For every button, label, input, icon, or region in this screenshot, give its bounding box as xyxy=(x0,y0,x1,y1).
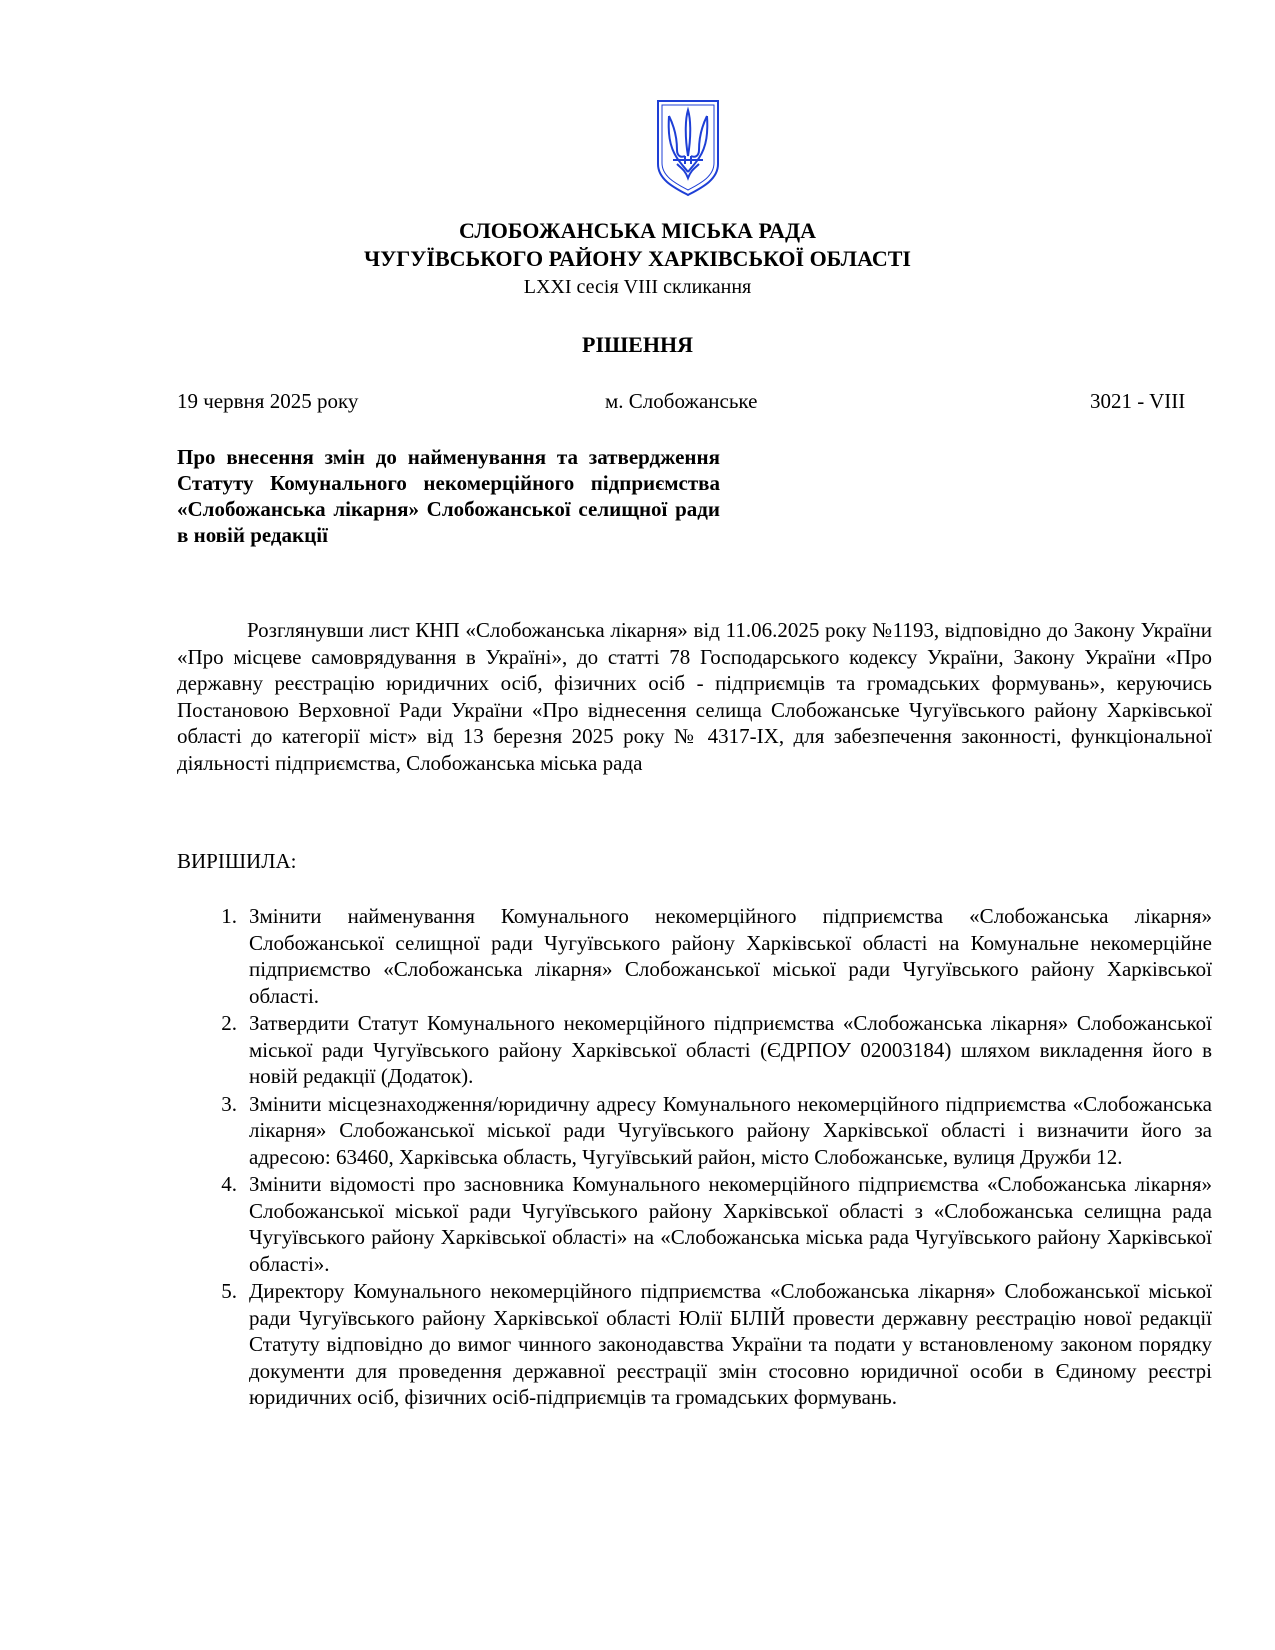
item-text: Змінити місцезнаходження/юридичну адресу Комунального некомерційного підприємства «Слобожанська лікарня» Слобожанської міської ради Чугуївського району Харківської області і визначити його за адресою: 63460, Харківська область, Чугуївський район, місто Слобожанське, вулиця Дружби 12. xyxy=(249,1091,1212,1169)
trident-emblem-icon xyxy=(655,98,721,198)
item-number: 2. xyxy=(221,1011,237,1035)
preamble-paragraph: Розглянувши лист КНП «Слобожанська лікарня» від 11.06.2025 року №1193, відповідно до Закону України «Про місцеве самоврядування в Україні», до статті 78 Господарського кодексу України, Закону України «Про державну реєстрацію юридичних осіб, фізичних осіб - підприємців та громадських формувань», керуючись Постановою Верховної Ради України «Про віднесення селища Слобожанське Чугуївського району Харківської області до категорії міст» від 13 березня 2025 року № 4317-IX, для забезпечення законності, функціональної діяльності підприємства, Слобожанська міська рада xyxy=(177,618,1212,775)
decision-subject: Про внесення змін до найменування та затвердження Статуту Комунального некомерційного підприємства «Слобожанська лікарня» Слобожанської селищної ради в новій редакції xyxy=(177,445,720,547)
item-number: 3. xyxy=(221,1091,237,1116)
council-name: СЛОБОЖАНСЬКА МІСЬКА РАДА xyxy=(459,218,816,243)
decision-number: 3021 - VIII xyxy=(1090,389,1186,413)
list-item xyxy=(177,903,1212,1009)
resolved-label: ВИРІШИЛА: xyxy=(177,849,297,873)
item-number: 4. xyxy=(221,1172,237,1196)
session-info: LXXI сесія VIII скликання xyxy=(523,276,752,298)
list-item xyxy=(177,1278,1212,1411)
item-text: Змінити відомості про засновника Комунального некомерційного підприємства «Слобожанська лікарня» Слобожанської міської ради Чугуївського району Харківської області з «Слобожанська селищна рада Чугуївського району Харківської області» на «Слобожанська міська рада Чугуївського району Харківської області». xyxy=(249,1172,1212,1276)
item-number: 5. xyxy=(221,1279,237,1303)
document-title: РІШЕННЯ xyxy=(582,332,693,357)
list-item xyxy=(177,1171,1212,1277)
item-text: Затвердити Статут Комунального некомерційного підприємства «Слобожанська лікарня» Слобожанської міської ради Чугуївського району Харківської області (ЄДРПОУ 02003184) шляхом викладення його в новій редакції (Додаток). xyxy=(249,1011,1212,1088)
item-number: 1. xyxy=(221,904,237,928)
item-text: Директору Комунального некомерційного підприємства «Слобожанська лікарня» Слобожанської міської ради Чугуївського району Харківської області Юлії БІЛІЙ провести державну реєстрацію нової редакції Статуту відповідно до вимог чинного законодавства України та подати у встановленому законом порядку документи для проведення державної реєстрації змін стосовно юридичної особи в Єдиному реєстрі юридичних осіб, фізичних осіб-підприємців та громадських формувань. xyxy=(249,1279,1212,1409)
decisions-list xyxy=(177,903,1212,1412)
list-item xyxy=(177,1010,1212,1090)
decision-place: м. Слобожанське xyxy=(605,389,758,413)
item-text: Змінити найменування Комунального некомерційного підприємства «Слобожанська лікарня» Слобожанської селищної ради Чугуївського району Харківської області на Комунальне некомерційне підприємство «Слобожанська лікарня» Слобожанської міської ради Чугуївського району Харківської області. xyxy=(249,904,1212,1008)
decision-date: 19 червня 2025 року xyxy=(177,389,359,413)
district-name: ЧУГУЇВСЬКОГО РАЙОНУ ХАРКІВСЬКОЇ ОБЛАСТІ xyxy=(363,246,911,271)
list-item xyxy=(177,1091,1212,1171)
